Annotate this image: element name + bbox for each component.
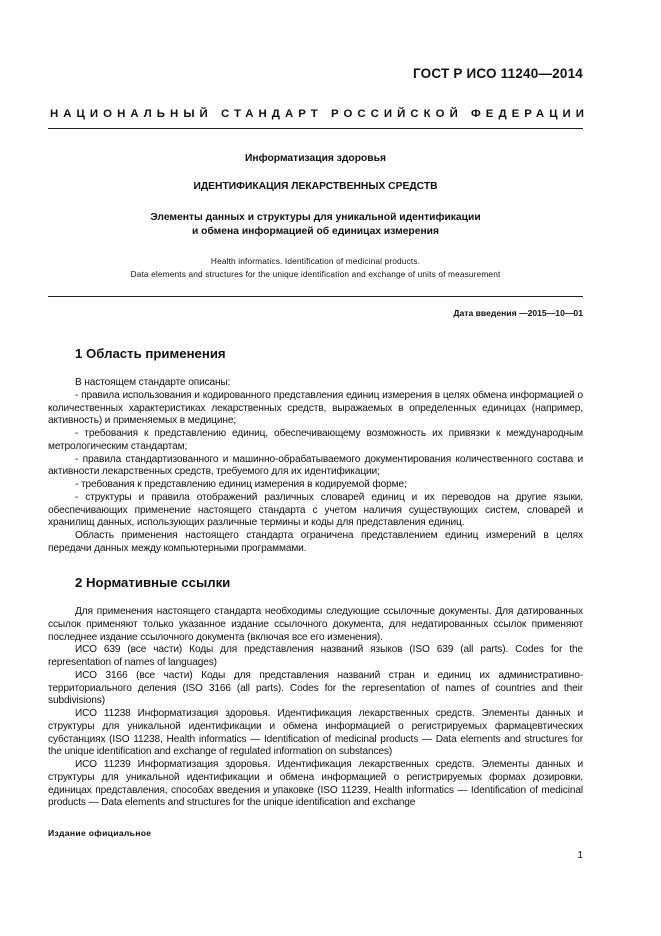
reference-item: ИСО 3166 (все части) Коды для представления названий стран и единиц их административно-территориального деления (ISO 3166 (all parts). Codes for the representation of names of countries and their subdivisions) bbox=[48, 669, 583, 707]
reference-item: ИСО 11238 Информатизация здоровья. Идентификация лекарственных средств. Элементы данных и структуры для уникальной идентификации и обмена информацией о регистрируемых фармацевтических субстанциях (ISO 11238, Health informatics — Identification of medicinal products — Data elements and structures for the unique identification and exchange of regulated information on substances) bbox=[48, 708, 583, 758]
section-1-body bbox=[48, 377, 583, 556]
reference-item: ИСО 11239 Информатизация здоровья. Идентификация лекарственных средств. Элементы данных и структуры для уникальной идентификации и обмена информацией о регистрируемых формах дозировки, единицах представления, способах введения и упаковке (ISO 11239, Health informatics — Identification of medicinal products — Data elements and structures for the unique identification and exchange bbox=[48, 759, 583, 809]
national-standard-banner: НАЦИОНАЛЬНЫЙ СТАНДАРТ РОССИЙСКОЙ ФЕДЕРАЦИИ bbox=[50, 108, 590, 120]
title-english bbox=[48, 255, 583, 280]
official-edition-label: Издание официальное bbox=[48, 828, 152, 838]
introduction-date: Дата введения —2015—10—01 bbox=[453, 308, 583, 318]
paragraph: - правила стандартизованного и машинно-обрабатываемого документирования количественного состава и активности лекарственных средств, требуемого для их идентификации; bbox=[48, 453, 583, 478]
section-2-body bbox=[48, 606, 583, 810]
page-number: 1 bbox=[577, 850, 583, 861]
paragraph: Для применения настоящего стандарта необходимы следующие ссылочные документы. Для датированных ссылок применяют только указанное издание ссылочного документа, для недатированных ссылок применяют последнее издание ссылочного документа (включая все его изменения). bbox=[48, 606, 583, 643]
title-line-3 bbox=[48, 211, 583, 239]
section-1-heading: 1 Область применения bbox=[75, 346, 226, 361]
title-english-1: Health informatics. Identification of medicinal products. bbox=[210, 256, 421, 266]
header-rule bbox=[48, 128, 583, 129]
title-line-3b: и обмена информацией об единицах измерения bbox=[191, 226, 440, 237]
paragraph: В настоящем стандарте описаны: bbox=[75, 377, 231, 388]
title-line-3a: Элементы данных и структуры для уникальной идентификации bbox=[150, 212, 481, 223]
reference-item: ИСО 639 (все части) Коды для представления названий языков (ISO 639 (all parts). Codes for the representation of names of languages) bbox=[48, 644, 583, 668]
paragraph: - требования к представлению единиц измерения в кодируемой форме; bbox=[75, 479, 407, 490]
document-code: ГОСТ Р ИСО 11240—2014 bbox=[412, 66, 583, 81]
title-line-2: ИДЕНТИФИКАЦИЯ ЛЕКАРСТВЕННЫХ СРЕДСТВ bbox=[193, 181, 438, 192]
title-rule bbox=[48, 296, 583, 297]
paragraph: - требования к представлению единиц, обеспечивающему возможность их привязки к международным метрологическим стандартам; bbox=[48, 428, 583, 452]
paragraph: Область применения настоящего стандарта ограничена представлением единиц измерений в целях передачи данных между компьютерными программами. bbox=[48, 530, 583, 554]
title-english-2: Data elements and structures for the unique identification and exchange of units of measurement bbox=[130, 268, 501, 279]
title-line-1: Информатизация здоровья bbox=[245, 153, 386, 164]
section-2-heading: 2 Нормативные ссылки bbox=[75, 575, 231, 590]
paragraph: - правила использования и кодированного представления единиц измерения в целях обмена информацией о количественных характеристиках лекарственных средств, выражаемых в определенных единицах (например, активность) и применяемых в медицине; bbox=[48, 389, 583, 427]
paragraph: - структуры и правила отображений различных словарей единиц и их переводов на другие языки, обеспечивающих применение настоящего стандарта с учетом наличия существующих систем, словарей и хранилищ данных, использующих различные термины и коды для представления единиц. bbox=[48, 491, 583, 529]
